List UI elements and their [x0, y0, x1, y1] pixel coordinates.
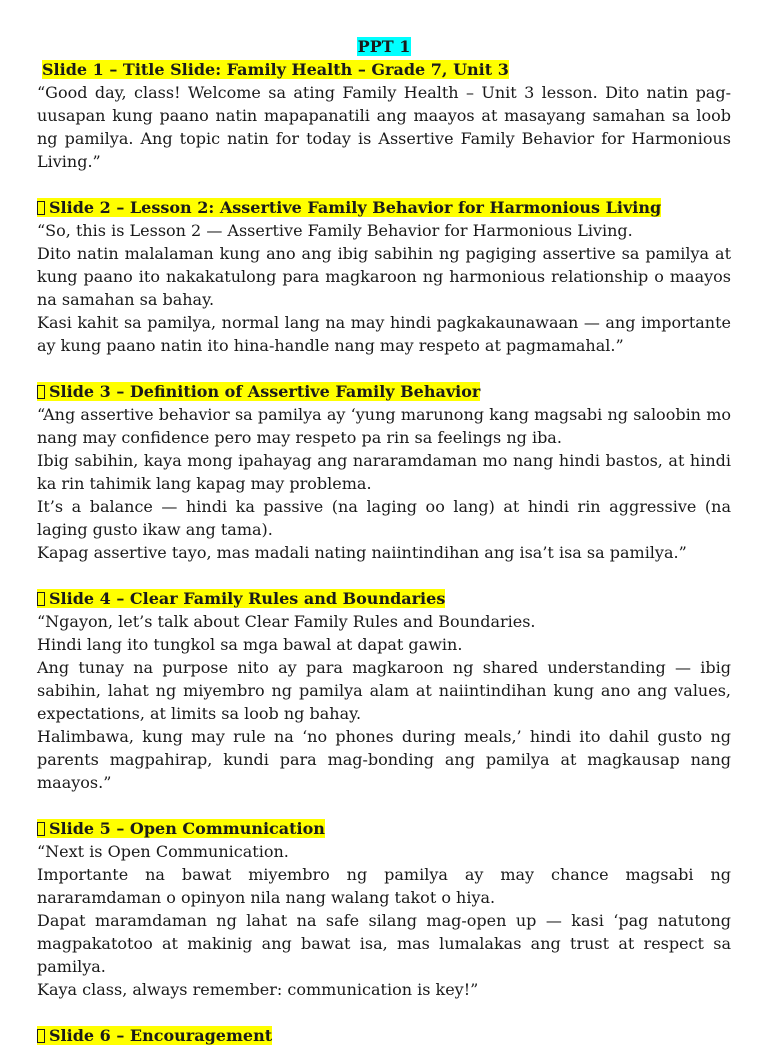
slide-4-heading — [37, 587, 731, 610]
document-title-text: PPT 1 — [357, 37, 411, 56]
slide-6-heading — [37, 1024, 731, 1047]
slide-1-paragraph-1: “Good day, class! Welcome sa ating Family Health – Unit 3 lesson. Dito natin pag-uusapan kung paano natin mapapanatili ang maayos at masayang samahan sa loob ng pamilya. Ang topic natin for today is Assertive Family Behavior for Harmonious Living.” — [37, 83, 731, 171]
slide-3-paragraph-3: It’s a balance — hindi ka passive (na laging oo lang) at hindi rin aggressive (na laging gusto ikaw ang tama). — [37, 497, 731, 539]
slide-5-paragraph-2: Importante na bawat miyembro ng pamilya ay may chance magsabi ng nararamdaman o opinyon nila nang walang takot o hiya. — [37, 865, 731, 907]
slide-3-paragraph-4: Kapag assertive tayo, mas madali nating naiintindihan ang isa’t isa sa pamilya.” — [37, 543, 687, 562]
slide-5-paragraph-3: Dapat maramdaman ng lahat na safe silang mag-open up — kasi ‘pag natutong magpakatotoo at makinig ang bawat isa, mas lumalakas ang trust at respect sa pamilya. — [37, 911, 731, 976]
slide-5-heading-text: Slide 5 – Open Communication — [37, 819, 325, 838]
slide-6-heading-text: Slide 6 – Encouragement — [37, 1026, 272, 1045]
slide-4-paragraph-3: Ang tunay na purpose nito ay para magkaroon ng shared understanding — ibig sabihin, lahat ng miyembro ng pamilya alam at naiintindihan kung ano ang values, expectations, at limits sa loob ng bahay. — [37, 658, 731, 723]
slide-5-paragraph-4: Kaya class, always remember: communication is key!” — [37, 980, 479, 999]
slide-3-paragraph-2: Ibig sabihin, kaya mong ipahayag ang nararamdaman mo nang hindi bastos, at hindi ka rin tahimik lang kapag may problema. — [37, 451, 731, 493]
slide-2-paragraph-3: Kasi kahit sa pamilya, normal lang na may hindi pagkakaunawaan — ang importante ay kung paano natin ito hina-handle nang may respeto at pagmamahal.” — [37, 313, 731, 355]
slide-4-paragraph-4: Halimbawa, kung may rule na ‘no phones during meals,’ hindi ito dahil gusto ng parents magpahirap, kundi para mag-bonding ang pamilya at magkausap nang maayos.” — [37, 727, 731, 792]
slide-3-heading-text: Slide 3 – Definition of Assertive Family Behavior — [37, 382, 480, 401]
slide-5-paragraph-1: “Next is Open Communication. — [37, 842, 289, 861]
slide-5-heading — [37, 817, 731, 840]
slide-2-paragraph-2: Dito natin malalaman kung ano ang ibig sabihin ng pagiging assertive sa pamilya at kung paano ito nakakatulong para magkaroon ng harmonious relationship o maayos na samahan sa bahay. — [37, 244, 731, 309]
missing-glyph-icon — [37, 822, 45, 836]
slide-4-heading-text: Slide 4 – Clear Family Rules and Boundaries — [37, 589, 445, 608]
slide-3-heading — [37, 380, 731, 403]
slide-2-paragraph-1: “So, this is Lesson 2 — Assertive Family Behavior for Harmonious Living. — [37, 221, 633, 240]
slide-2-heading — [37, 196, 731, 219]
slide-2-heading-text: Slide 2 – Lesson 2: Assertive Family Behavior for Harmonious Living — [37, 198, 661, 217]
missing-glyph-icon — [37, 1029, 45, 1043]
slide-1-heading — [37, 58, 731, 81]
missing-glyph-icon — [37, 592, 45, 606]
slide-4-paragraph-1: “Ngayon, let’s talk about Clear Family Rules and Boundaries. — [37, 612, 536, 631]
missing-glyph-icon — [37, 385, 45, 399]
document-title — [37, 35, 731, 58]
missing-glyph-icon — [37, 201, 45, 215]
slide-1-heading-text: Slide 1 – Title Slide: Family Health – Grade 7, Unit 3 — [42, 60, 509, 79]
slide-3-paragraph-1: “Ang assertive behavior sa pamilya ay ‘yung marunong kang magsabi ng saloobin mo nang may confidence pero may respeto pa rin sa feelings ng iba. — [37, 405, 731, 447]
slide-4-paragraph-2: Hindi lang ito tungkol sa mga bawal at dapat gawin. — [37, 635, 463, 654]
